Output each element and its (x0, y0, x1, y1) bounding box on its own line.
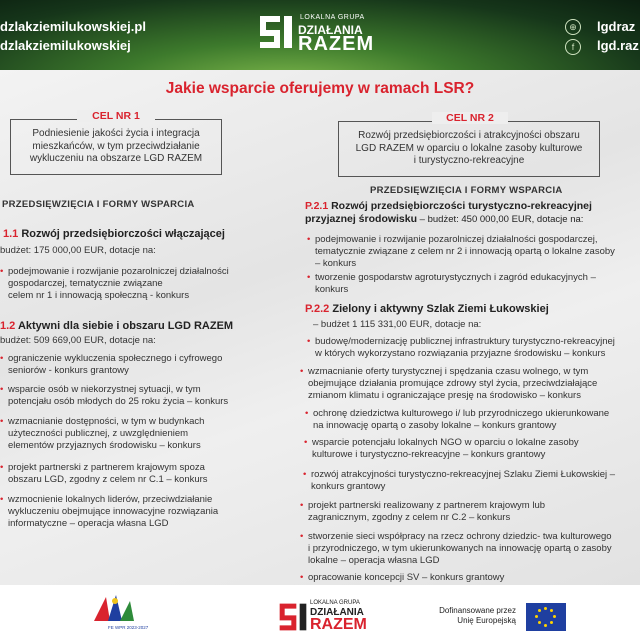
p12-b4-l1: • projekt partnerski z partnerem krajowym spoza (7, 462, 205, 473)
p12-b3-l3: elementów przyjaznych środowisku – konkurs (7, 440, 201, 451)
footer-logo-mid: DZIAŁANIA (310, 607, 364, 618)
logo-mid-text: DZIAŁANIA (298, 23, 363, 37)
p21-b2-l2: konkurs (314, 284, 349, 295)
cel1-box (10, 119, 222, 175)
cofinanced-text (430, 606, 516, 626)
p11-b1-l3: celem nr 1 i innowacją społeczną - konkurs (7, 290, 190, 301)
p21-bullet-1 (307, 234, 615, 270)
p21-b1-l3: – konkurs (314, 258, 357, 269)
facebook-icon: f (565, 39, 581, 55)
footer-lgd-mark-icon (278, 602, 308, 632)
p12-b3-l2: użyteczności publicznej, z uwzględnieniem (7, 428, 189, 439)
p12-bullet-5 (0, 494, 218, 530)
footer-logo-big: RAZEM (310, 616, 367, 633)
p12-b2-l1: • wsparcie osób w niekorzystnej sytuacji, w tym (7, 384, 201, 395)
logo-big-text: RAZEM (298, 33, 375, 55)
p12-code: 1.2 (0, 320, 16, 332)
p11-b1-l1: • podejmowanie i rozwijanie pozarolniczej działalności (7, 266, 229, 277)
cofin-line-1: Dofinansowane przez (439, 606, 516, 615)
p22-b4-l2: kulturowe i turystyczno-rekreacyjne – konkurs grantowy (311, 449, 546, 460)
p22-b2-l2: obejmujące działania promujące zdrowy styl życia, przeciwdziałające (307, 378, 598, 389)
cel2-line-1: Rozwój przedsiębiorczości i atrakcyjności obszaru (358, 130, 580, 141)
p22-bullet-3 (305, 408, 609, 432)
p12-name: Aktywni dla siebie i obszaru LGD RAZEM (17, 320, 234, 332)
logo-small-text: LOKALNA GRUPA (300, 14, 365, 21)
p22-name: Zielony i aktywny Szlak Ziemi Łukowskiej (332, 303, 549, 315)
p12-b5-l2: wykluczeniu obejmujące innowacyjne rozwiązania (7, 506, 219, 517)
cel2-line-2: LGD RAZEM w oparciu o lokalne zasoby kulturowe (355, 142, 583, 154)
p21-b2-l1: • tworzenie gospodarstw agroturystycznych i zagród edukacyjnych – (314, 272, 596, 283)
p12-bullet-4 (0, 462, 208, 486)
p11-title (3, 228, 225, 241)
footer-logo-small: LOKALNA GRUPA (310, 600, 360, 606)
p22-b7-l1: • stworzenie sieci współpracy na rzecz ochrony dziedzic- twa kulturowego (307, 531, 612, 542)
p12-b5-l3: informatyczne – operacja własna LGD (7, 518, 169, 529)
p21-budget: – budżet: 450 000,00 EUR, dotacje na: (417, 214, 584, 225)
p22-b4-l1: • wsparcie potencjału lokalnych NGO w oparciu o lokalne zasoby (311, 437, 579, 448)
p12-bullet-1 (0, 353, 222, 377)
header-banner (0, 0, 640, 70)
p12-b1-l1: • ograniczenie wykluczenia społecznego i cyfrowego (7, 353, 223, 364)
facebook-handle-left[interactable]: dzlakziemilukowskiej (0, 38, 131, 53)
cel1-line-3: wykluczeniu na obszarze LGD RAZEM (29, 153, 203, 164)
p11-code: 1.1 (3, 228, 19, 240)
p11-bullet-1 (0, 266, 229, 302)
p22-b1-l2: w których wykorzystano rozwiązania przyjazne środowisku – konkurs (314, 348, 606, 359)
p22-b8-l1: • opracowanie koncepcji SV – konkurs grantowy (307, 572, 505, 583)
p12-bullet-2 (0, 384, 228, 408)
p22-b2-l3: zmianom klimatu i ograniczające presję na środowisko – konkurs (307, 390, 581, 401)
p22-b5-l1: • rozwój atrakcyjności turystyczno-rekreacyjnej Szlaku Ziemi Łukowskiej – (310, 469, 616, 480)
p21-name-l2: przyjaznej środowisku (305, 213, 418, 225)
p12-b1-l2: seniorów - konkurs grantowy (7, 365, 129, 376)
p22-b1-l1: • budowę/modernizację publicznej infrastruktury turystyczno-rekreacyjnej (314, 336, 615, 347)
cel1-line-1: Podniesienie jakości życia i integracja (32, 128, 200, 139)
p22-b2-l1: • wzmacnianie oferty turystycznej i spędzania czasu wolnego, w tym (307, 366, 589, 377)
p21-b1-l2: tematycznie związane z celem nr 2 i innowacją opartą o lokalne zasoby (314, 246, 615, 257)
p22-bullet-5 (303, 469, 615, 493)
p22-b3-l1: • ochronę dziedzictwa kulturowego i/ lub przyrodniczego ukierunkowane (312, 408, 610, 419)
lgd-logo-mark-icon (258, 14, 294, 50)
footer-lgd-logo (278, 600, 398, 634)
p22-bullet-7 (300, 531, 612, 567)
cel1-title: CEL NR 1 (77, 110, 155, 122)
cel2-box (338, 121, 600, 177)
p22-code: P.2.2 (305, 303, 330, 315)
cel2-title: CEL NR 2 (432, 112, 508, 124)
website-url-right[interactable]: lgdraz (597, 19, 636, 34)
facebook-handle-right[interactable]: lgd.raz (597, 38, 639, 53)
website-url-left[interactable]: dzlakziemilukowskiej.pl (0, 19, 146, 34)
p22-bullet-8 (300, 572, 504, 584)
p11-name: Rozwój przedsiębiorczości włączającej (21, 228, 225, 240)
cel2-line-3: i turystyczno-rekreacyjne (413, 155, 525, 166)
p21-title (305, 200, 592, 226)
globe-icon: ⊕ (565, 19, 581, 35)
page-title: Jakie wsparcie oferujemy w ramach LSR? (165, 80, 475, 97)
p22-b3-l2: na innowację opartą o zasoby lokalne – konkurs grantowy (312, 420, 557, 431)
p21-bullet-2 (307, 272, 596, 296)
eu-flag-icon (526, 603, 566, 631)
p21-b1-l1: • podejmowanie i rozwijanie pozarolniczej działalności gospodarczej, (314, 234, 598, 245)
p22-bullet-1 (307, 336, 615, 360)
right-section-heading: PRZEDSIĘWZIĘCIA I FORMY WSPARCIA (370, 185, 563, 196)
p12-b3-l1: • wzmacnianie dostępności, w tym w budynkach (7, 416, 205, 427)
p22-title (305, 303, 549, 316)
p22-b7-l2: i przyrodniczego, w tym ukierunkowanych na innowację opartą o zasoby (307, 543, 612, 554)
p11-budget: budżet: 175 000,00 EUR, dotacje na: (0, 245, 156, 256)
left-section-heading: PRZEDSIĘWZIĘCIA I FORMY WSPARCIA (2, 199, 195, 210)
p12-b5-l1: • wzmocnienie lokalnych liderów, przeciwdziałanie (7, 494, 213, 505)
p22-b5-l2: konkurs grantowy (310, 481, 386, 492)
p22-b6-l1: • projekt partnerski realizowany z partnerem krajowym lub (307, 500, 546, 511)
cofin-line-2: Unię Europejską (457, 616, 516, 625)
p22-bullet-4 (304, 437, 579, 461)
p21-name-l1: Rozwój przedsiębiorczości turystyczno-rekreacyjnej (331, 200, 592, 212)
p12-b2-l2: potencjału osób młodych do 25 roku życia – konkurs (7, 396, 229, 407)
p11-b1-l2: gospodarczej, tematycznie związane (7, 278, 163, 289)
p22-budget: – budżet 1 115 331,00 EUR, dotacje na: (313, 319, 482, 330)
p22-b6-l2: zagranicznym, zgodny z celem nr C.2 – konkurs (307, 512, 511, 523)
cel1-line-2: mieszkańców, w tym przeciwdziałanie (32, 140, 200, 152)
fe-wpr-text: FE WPR 2023-2027 (108, 625, 149, 630)
p12-bullet-3 (0, 416, 204, 452)
p22-bullet-6 (300, 500, 545, 524)
p12-budget: budżet: 509 669,00 EUR, dotacje na: (0, 335, 156, 346)
p21-code: P.2.1 (305, 200, 329, 212)
p12-b4-l2: obszaru LGD, zgodny z celem nr C.1 – konkurs (7, 474, 208, 485)
p22-bullet-2 (300, 366, 597, 402)
p22-b7-l3: lokalne – operacja własna LGD (307, 555, 440, 566)
p12-title (0, 320, 233, 333)
